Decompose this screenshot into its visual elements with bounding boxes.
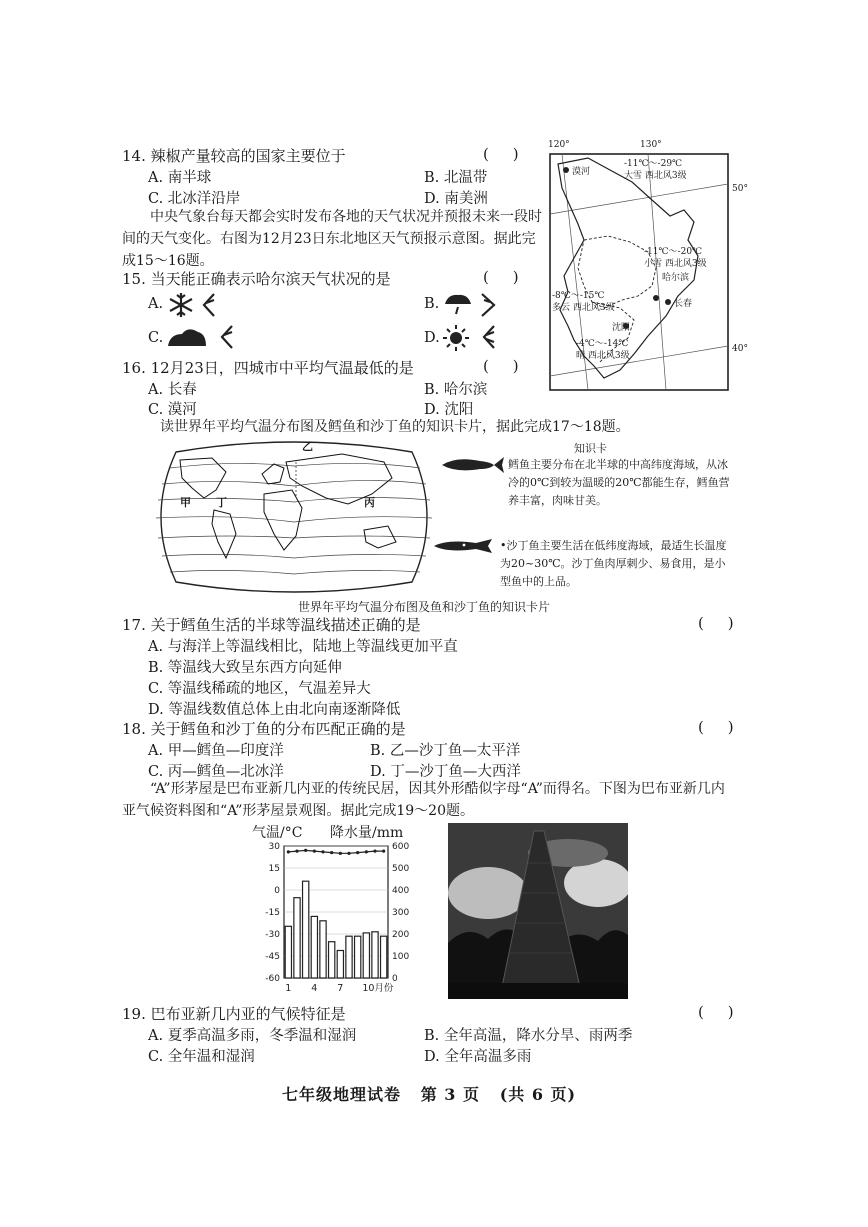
chart-right-axis-title: 降水量/mm bbox=[330, 825, 404, 841]
map-mohe-temp: -11℃～-29℃ bbox=[624, 159, 683, 169]
map-lat-40: 40° bbox=[732, 344, 748, 354]
q18-option-d[interactable]: D. 丁—沙丁鱼—大西洋 bbox=[370, 764, 521, 780]
chart-right-tick-label: 400 bbox=[392, 886, 410, 896]
map-label-shenyang: 沈阳 bbox=[612, 323, 631, 333]
map-label-ding: 丁 bbox=[216, 496, 227, 509]
chart-x-tick-label: 7 bbox=[337, 983, 344, 994]
temperature-point bbox=[304, 849, 307, 852]
map-changchun-weather: 多云 西北风3级 bbox=[552, 303, 615, 313]
precipitation-bar bbox=[303, 881, 309, 978]
intro-19-20: “A”形茅屋是巴布亚新几内亚的传统民居，因其外形酷似字母“A”而得名。下图为巴布亚新几内亚气候资料图和“A”形茅屋景观图。据此完成19～20题。 bbox=[122, 781, 725, 819]
chart-right-tick-label: 300 bbox=[392, 908, 410, 918]
map-label-yi: 乙 bbox=[302, 440, 313, 453]
q19-option-d[interactable]: D. 全年高温多雨 bbox=[424, 1049, 532, 1065]
cloud-rain-windbarb-icon[interactable] bbox=[442, 290, 498, 320]
temperature-point bbox=[356, 851, 359, 854]
q18-answer-bracket[interactable]: ( ) bbox=[698, 718, 734, 736]
map-lat-50: 50° bbox=[732, 184, 748, 194]
q14-option-b[interactable]: B. 北温带 bbox=[424, 170, 488, 186]
map-mohe-weather: 大雪 西北风3级 bbox=[624, 171, 687, 181]
chart-right-tick-label: 100 bbox=[392, 952, 410, 962]
q19-stem: 19. 巴布亚新几内亚的气候特征是 bbox=[122, 1005, 346, 1023]
cod-fish-icon bbox=[440, 455, 506, 475]
knowledge-card-title: 知识卡 bbox=[574, 442, 607, 455]
q15-stem: 15. 当天能正确表示哈尔滨天气状况的是 bbox=[122, 270, 391, 288]
temperature-point bbox=[287, 850, 290, 853]
q18-stem: 18. 关于鳕鱼和沙丁鱼的分布匹配正确的是 bbox=[122, 720, 406, 738]
sardine-fish-icon bbox=[432, 538, 498, 554]
climate-chart bbox=[250, 838, 426, 998]
q17-option-c[interactable]: C. 等温线稀疏的地区，气温差异大 bbox=[148, 681, 371, 697]
chart-left-tick-label: 30 bbox=[268, 842, 280, 852]
precipitation-bar bbox=[355, 936, 361, 978]
q18-option-a[interactable]: A. 甲—鳕鱼—印度洋 bbox=[148, 743, 284, 759]
page-footer: 七年级地理试卷 第 3 页 (共 6 页) bbox=[282, 1085, 577, 1104]
map-lon-120: 120° bbox=[548, 140, 570, 150]
q16-option-a[interactable]: A. 长春 bbox=[148, 382, 197, 398]
chart-right-tick-label: 500 bbox=[392, 864, 410, 874]
precipitation-bar bbox=[363, 933, 369, 978]
chart-x-tick-label: 1 bbox=[285, 983, 292, 994]
precipitation-bar bbox=[311, 916, 317, 978]
chart-left-tick-label: 15 bbox=[268, 864, 280, 874]
q19-option-c[interactable]: C. 全年温和湿润 bbox=[148, 1049, 255, 1065]
world-temperature-map bbox=[152, 438, 436, 596]
temperature-point bbox=[295, 850, 298, 853]
chart-x-tick-label: 10月份 bbox=[362, 983, 394, 994]
sunny-windbarb-icon[interactable] bbox=[442, 322, 498, 354]
temperature-point bbox=[365, 850, 368, 853]
map-changchun-temp: -8℃～-15℃ bbox=[552, 291, 605, 301]
q15-answer-bracket[interactable]: ( ) bbox=[483, 268, 519, 286]
map-harbin-weather: 小雪 西北风3级 bbox=[644, 259, 707, 269]
temperature-point bbox=[313, 850, 316, 853]
q15-option-b-label[interactable]: B. bbox=[424, 296, 440, 312]
a-frame-hut-photo bbox=[448, 823, 628, 999]
q18-option-c[interactable]: C. 丙—鳕鱼—北冰洋 bbox=[148, 764, 284, 780]
map-harbin-temp: -11℃～-20℃ bbox=[644, 247, 703, 257]
temperature-line bbox=[288, 850, 383, 853]
map-label-bing: 丙 bbox=[364, 496, 375, 509]
precipitation-bar bbox=[346, 936, 352, 978]
chart-left-tick-label: -30 bbox=[265, 930, 280, 940]
figure-caption-17: 世界年平均气温分布图及鱼和沙丁鱼的知识卡片 bbox=[298, 600, 551, 614]
sardine-description: •沙丁鱼主要生活在低纬度海域，最适生长温度为20~30℃。沙丁鱼肉厚刺少、易食用，是小型鱼中的上品。 bbox=[500, 539, 727, 588]
map-lon-130: 130° bbox=[640, 140, 662, 150]
chart-left-tick-label: 0 bbox=[274, 886, 280, 896]
q15-option-d-label[interactable]: D. bbox=[424, 330, 440, 346]
temperature-point bbox=[330, 851, 333, 854]
chart-right-tick-label: 200 bbox=[392, 930, 410, 940]
q16-option-b[interactable]: B. 哈尔滨 bbox=[424, 382, 488, 398]
q15-option-a-label[interactable]: A. bbox=[148, 296, 164, 312]
map-label-mohe: 漠河 bbox=[572, 167, 591, 177]
precipitation-bar bbox=[337, 951, 343, 979]
overcast-windbarb-icon[interactable] bbox=[166, 322, 238, 352]
snow-windbarb-icon[interactable] bbox=[168, 290, 218, 320]
q19-answer-bracket[interactable]: ( ) bbox=[698, 1003, 734, 1021]
precipitation-bar bbox=[294, 898, 300, 978]
q17-option-a[interactable]: A. 与海洋上等温线相比，陆地上等温线更加平直 bbox=[148, 639, 458, 655]
q14-option-d[interactable]: D. 南美洲 bbox=[424, 191, 488, 207]
temperature-point bbox=[321, 850, 324, 853]
map-label-changchun: 长春 bbox=[674, 299, 693, 309]
chart-left-tick-label: -45 bbox=[265, 952, 280, 962]
q16-stem: 16. 12月23日，四城市中平均气温最低的是 bbox=[122, 359, 414, 377]
precipitation-bar bbox=[285, 926, 291, 978]
q17-answer-bracket[interactable]: ( ) bbox=[698, 614, 734, 632]
q14-option-a[interactable]: A. 南半球 bbox=[148, 170, 212, 186]
chart-right-tick-label: 600 bbox=[392, 842, 410, 852]
q16-option-d[interactable]: D. 沈阳 bbox=[424, 402, 474, 418]
map-label-harbin: 哈尔滨 bbox=[662, 273, 690, 283]
temperature-point bbox=[347, 852, 350, 855]
map-shenyang-temp: -4℃～-14℃ bbox=[576, 339, 629, 349]
q15-option-c-label[interactable]: C. bbox=[148, 330, 164, 346]
precipitation-bar bbox=[329, 942, 335, 978]
q14-answer-bracket[interactable]: ( ) bbox=[483, 145, 519, 163]
temperature-point bbox=[382, 850, 385, 853]
q17-option-b[interactable]: B. 等温线大致呈东西方向延伸 bbox=[148, 660, 342, 676]
map-shenyang-weather: 晴 西北风3级 bbox=[576, 351, 630, 361]
chart-left-axis-title: 气温/°C bbox=[252, 825, 303, 841]
q17-option-d[interactable]: D. 等温线数值总体上由北向南逐渐降低 bbox=[148, 702, 401, 718]
precipitation-bar bbox=[320, 921, 326, 978]
q16-answer-bracket[interactable]: ( ) bbox=[483, 357, 519, 375]
chart-left-tick-label: -60 bbox=[265, 974, 280, 984]
q14-stem: 14. 辣椒产量较高的国家主要位于 bbox=[122, 147, 346, 165]
temperature-point bbox=[339, 852, 342, 855]
chart-x-tick-label: 4 bbox=[311, 983, 318, 994]
northeast-weather-map bbox=[548, 140, 748, 392]
q14-option-c[interactable]: C. 北冰洋沿岸 bbox=[148, 191, 241, 207]
map-label-jia: 甲 bbox=[180, 496, 191, 509]
precipitation-bar bbox=[381, 936, 387, 978]
q17-stem: 17. 关于鳕鱼生活的半球等温线描述正确的是 bbox=[122, 616, 421, 634]
q16-option-c[interactable]: C. 漠河 bbox=[148, 402, 197, 418]
precipitation-bar bbox=[372, 932, 378, 978]
q19-option-b[interactable]: B. 全年高温，降水分旱、雨两季 bbox=[424, 1028, 633, 1044]
q18-option-b[interactable]: B. 乙—沙丁鱼—太平洋 bbox=[370, 743, 521, 759]
intro-17-18: 读世界年平均气温分布图及鳕鱼和沙丁鱼的知识卡片，据此完成17～18题。 bbox=[160, 419, 630, 435]
temperature-point bbox=[373, 850, 376, 853]
chart-left-tick-label: -15 bbox=[265, 908, 280, 918]
intro-15-16: 中央气象台每天都会实时发布各地的天气状况并预报未来一段时间的天气变化。右图为12月23日东北地区天气预报示意图。据此完成15～16题。 bbox=[122, 209, 542, 269]
chart-right-tick-label: 0 bbox=[392, 974, 398, 984]
q19-option-a[interactable]: A. 夏季高温多雨，冬季温和湿润 bbox=[148, 1028, 357, 1044]
cod-description: 鳕鱼主要分布在北半球的中高纬度海域，从冰冷的0℃到较为温暖的20℃都能生存，鳕鱼营养丰富，肉味甘美。 bbox=[508, 458, 730, 507]
